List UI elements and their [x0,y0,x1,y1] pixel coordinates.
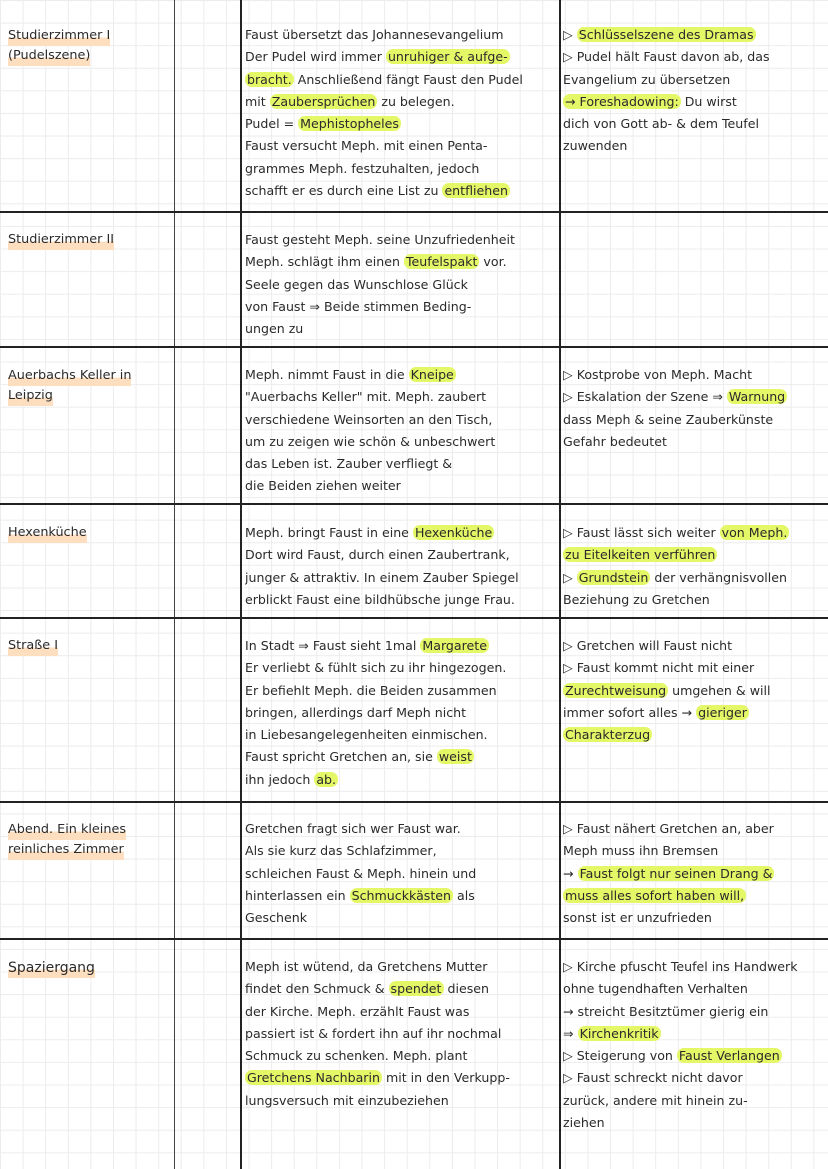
text-segment: → streicht Besitztümer gierig ein [563,1003,769,1019]
text-segment: ▷ Gretchen will Faust nicht [563,638,733,653]
summary-line [245,840,557,862]
summary-line [245,522,557,544]
text-segment: In Stadt ⇒ Faust sieht 1mal [245,638,421,653]
summary-line [245,386,557,408]
text-segment: Pudel = [245,116,299,132]
text-segment: Faust spricht Gretchen an, sie [245,749,437,765]
summary-cell [245,364,557,498]
summary-line [245,1023,557,1045]
summary-line [245,453,557,475]
note-line [563,863,825,885]
scene-cell [8,958,168,978]
text-segment: dass Meph & seine Zauberkünste [563,411,774,427]
note-line [563,1045,825,1067]
text-segment: Meph ist wütend, da Gretchens Mutter [245,959,488,974]
note-line [563,567,825,589]
note-line [563,956,825,978]
row-divider-3 [0,503,828,505]
note-line [563,840,825,862]
text-segment: ▷ Kirche pfuscht Teufel ins Handwerk [563,959,798,974]
notes-cell [563,635,825,746]
text-segment: sonst ist er unzufrieden [563,910,712,926]
summary-line [245,1045,557,1067]
note-line [563,680,825,702]
highlighted-text: Kirchenkritik [579,1025,659,1041]
highlighted-text: Grundstein [578,569,649,585]
summary-cell [245,522,557,611]
summary-line [245,135,557,157]
highlighted-text: Gretchens Nachbarin [247,1070,380,1086]
note-line [563,1090,825,1112]
text-segment: ▷ Eskalation der Szene ⇒ [563,389,727,405]
text-segment: passiert ist & fordert ihn auf ihr nochmal [245,1025,502,1041]
note-line [563,544,825,566]
note-line [563,702,825,724]
text-segment: Du wirst [680,93,737,109]
column-divider-3 [559,0,561,1169]
highlighted-text: spendet [390,981,442,997]
text-segment: ▷ Faust schreckt nicht davor [563,1070,743,1086]
note-line [563,978,825,1000]
highlighted-text: Charakterzug [565,727,651,743]
scene-title-line: reinliches Zimmer [8,840,124,860]
notes-cell [563,818,825,929]
row-divider-6 [0,938,828,940]
text-segment: Schmuck zu schenken. Meph. plant [245,1048,468,1064]
text-segment: mit in den Verkupp- [381,1070,510,1086]
scene-cell [8,366,168,406]
summary-line [245,158,557,180]
text-segment: zuwenden [563,138,628,154]
text-segment: ▷ Pudel hält Faust davon ab, das [563,49,770,65]
note-line [563,818,825,840]
note-line [563,724,825,746]
summary-line [245,635,557,657]
highlighted-text: ab. [316,771,337,787]
text-segment: ⇒ [563,1025,578,1041]
text-segment: Der Pudel wird immer [245,49,386,65]
summary-line [245,746,557,768]
summary-cell [245,818,557,929]
note-line [563,113,825,135]
summary-line [245,769,557,791]
summary-line [245,113,557,135]
note-line [563,885,825,907]
highlighted-text: gieriger [698,704,747,720]
text-segment: ohne tugendhaften Verhalten [563,981,748,997]
summary-line [245,724,557,746]
text-segment: diesen [443,981,490,997]
note-line [563,907,825,929]
highlighted-text: Kneipe [410,367,454,382]
summary-line [245,1090,557,1112]
note-line [563,1112,825,1134]
text-segment: von Faust ⇒ Beide stimmen Beding- [245,298,472,314]
highlighted-text: muss alles sofort haben will, [565,887,745,903]
summary-line [245,318,557,340]
summary-line [245,978,557,1000]
text-segment: die Beiden ziehen weiter [245,478,401,494]
text-segment: Meph. bringt Faust in eine [245,525,413,540]
summary-line [245,475,557,497]
text-segment: ungen zu [245,321,304,337]
summary-line [245,24,557,46]
text-segment: dich von Gott ab- & dem Teufel [563,116,759,132]
text-segment: Geschenk [245,910,307,926]
text-segment: Dort wird Faust, durch einen Zaubertrank, [245,547,510,563]
highlighted-text: Faust Verlangen [678,1048,780,1064]
summary-line [245,91,557,113]
highlighted-text: Warnung [728,389,786,405]
text-segment: "Auerbachs Keller" mit. Meph. zaubert [245,389,487,405]
scene-title-line: Hexenküche [8,523,87,543]
summary-line [245,680,557,702]
text-segment: ▷ Faust kommt nicht mit einer [563,660,755,676]
summary-line [245,251,557,273]
scene-cell [8,26,168,66]
summary-cell [245,229,557,340]
summary-line [245,544,557,566]
text-segment: Faust gesteht Meph. seine Unzufriedenheit [245,232,515,247]
note-line [563,1001,825,1023]
note-line [563,135,825,157]
summary-line [245,567,557,589]
highlighted-text: Zurechtweisung [565,682,667,698]
note-line [563,1023,825,1045]
summary-cell [245,956,557,1112]
column-divider-2 [240,0,242,1169]
text-segment: hinterlassen ein [245,887,350,903]
scene-title-line: (Pudelszene) [8,46,90,66]
text-segment: ▷ Steigerung von [563,1048,677,1064]
scene-cell [8,820,168,860]
note-line [563,69,825,91]
scene-cell [8,523,168,543]
text-segment: Gretchen fragt sich wer Faust war. [245,821,461,836]
text-segment: Er befiehlt Meph. die Beiden zusammen [245,682,497,698]
highlighted-text: Faust folgt nur seinen Drang & [579,865,773,881]
highlighted-text: Mephistopheles [300,116,399,132]
text-segment: schafft er es durch eine List zu [245,183,443,199]
text-segment: junger & attraktiv. In einem Zauber Spiegel [245,569,519,585]
note-line [563,386,825,408]
highlighted-text: entfliehen [444,183,508,199]
summary-line [245,863,557,885]
scene-cell [8,230,168,250]
highlighted-text: Margarete [422,638,487,653]
text-segment: erblickt Faust eine bildhübsche junge Frau. [245,591,515,607]
scene-title-line: Abend. Ein kleines [8,820,126,840]
note-line [563,91,825,113]
text-segment: schleichen Faust & Meph. hinein und [245,865,477,881]
column-divider-1 [174,0,175,1169]
text-segment: grammes Meph. festzuhalten, jedoch [245,160,480,176]
text-segment: um zu zeigen wie schön & unbeschwert [245,433,496,449]
row-divider-1 [0,211,828,213]
text-segment: ▷ [563,569,577,585]
scene-title-line: Spaziergang [8,960,95,976]
note-line [563,522,825,544]
note-line [563,1067,825,1089]
note-line [563,409,825,431]
summary-line [245,1001,557,1023]
summary-line [245,885,557,907]
text-segment: Meph. nimmt Faust in die [245,367,409,382]
summary-cell [245,635,557,791]
notes-cell [563,364,825,453]
summary-line [245,364,557,386]
text-segment: Meph. schlägt ihm einen [245,254,404,270]
highlighted-text: zu Eitelkeiten verführen [565,547,716,563]
scene-title-line: Leipzig [8,386,53,406]
highlighted-text: Zaubersprüchen [271,93,376,109]
text-segment: ▷ Kostprobe von Meph. Macht [563,367,753,382]
summary-line [245,296,557,318]
summary-line [245,274,557,296]
text-segment: immer sofort alles → [563,704,697,720]
text-segment: der verhängnisvollen [650,569,788,585]
summary-line [245,818,557,840]
summary-line [245,907,557,929]
summary-line [245,46,557,68]
text-segment: ▷ Faust lässt sich weiter [563,525,720,540]
text-segment: zu belegen. [377,93,455,109]
note-line [563,364,825,386]
summary-line [245,1067,557,1089]
text-segment: findet den Schmuck & [245,981,389,997]
text-segment: zurück, andere mit hinein zu- [563,1092,748,1108]
text-segment: verschiedene Weinsorten an den Tisch, [245,411,493,427]
highlighted-text: → Foreshadowing: [565,93,679,109]
row-divider-2 [0,346,828,348]
note-line [563,431,825,453]
row-divider-5 [0,801,828,803]
note-line [563,657,825,679]
scene-title-line: Studierzimmer II [8,230,114,250]
text-segment: Beziehung zu Gretchen [563,591,710,607]
highlighted-text: weist [438,749,472,765]
summary-line [245,229,557,251]
scene-title-line: Studierzimmer I [8,26,110,46]
highlighted-text: Schmuckkästen [351,887,452,903]
text-segment: ▷ [563,27,577,42]
text-segment: Faust versucht Meph. mit einen Penta- [245,138,488,154]
highlighted-text: Hexenküche [414,525,493,540]
summary-line [245,69,557,91]
scene-title-line: Auerbachs Keller in [8,366,131,386]
scene-title-line: Straße I [8,636,58,656]
text-segment: Seele gegen das Wunschlose Glück [245,276,468,292]
text-segment: lungsversuch mit einzubeziehen [245,1092,449,1108]
text-segment: bringen, allerdings darf Meph nicht [245,704,467,720]
summary-cell [245,24,557,202]
text-segment: umgehen & will [668,682,771,698]
highlighted-text: bracht. [247,71,292,87]
text-segment: ziehen [563,1115,605,1131]
notes-cell [563,522,825,611]
row-divider-4 [0,617,828,619]
text-segment: Als sie kurz das Schlafzimmer, [245,843,437,859]
text-segment: Evangelium zu übersetzen [563,71,731,87]
highlighted-text: unruhiger & aufge- [387,49,508,65]
summary-line [245,409,557,431]
note-line [563,24,825,46]
scene-cell [8,636,168,656]
note-line [563,589,825,611]
text-segment: Er verliebt & fühlt sich zu ihr hingezogen. [245,660,507,676]
text-segment: ihn jedoch [245,771,315,787]
summary-line [245,702,557,724]
text-segment: Faust übersetzt das Johannesevangelium [245,27,504,42]
summary-line [245,180,557,202]
text-segment: in Liebesangelegenheiten einmischen. [245,727,488,743]
text-segment: als [453,887,475,903]
notes-cell [563,956,825,1134]
text-segment: ▷ Faust nähert Gretchen an, aber [563,821,774,836]
text-segment: Meph muss ihn Bremsen [563,843,719,859]
note-line [563,635,825,657]
highlighted-text: von Meph. [721,525,788,540]
note-line [563,46,825,68]
text-segment: Gefahr bedeutet [563,433,667,449]
highlighted-text: Teufelspakt [405,254,478,270]
text-segment: → [563,865,578,881]
highlighted-text: Schlüsselszene des Dramas [578,27,754,42]
summary-line [245,589,557,611]
summary-line [245,956,557,978]
summary-line [245,431,557,453]
summary-line [245,657,557,679]
notes-cell [563,24,825,158]
text-segment: das Leben ist. Zauber verfliegt & [245,456,453,472]
text-segment: der Kirche. Meph. erzählt Faust was [245,1003,470,1019]
text-segment: Anschließend fängt Faust den Pudel [293,71,523,87]
text-segment: mit [245,93,270,109]
text-segment: vor. [479,254,507,270]
